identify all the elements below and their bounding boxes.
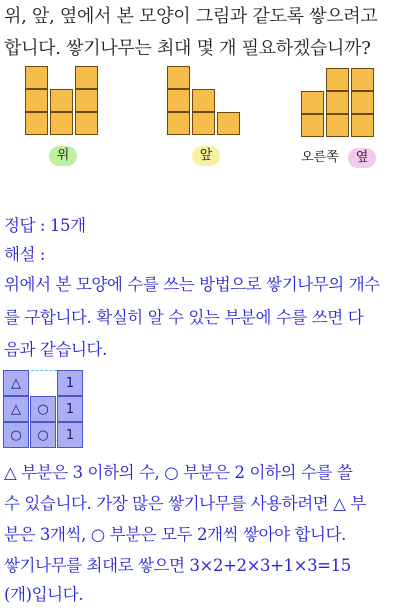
explanation-p1-line-2: 를 구합니다. 확실히 알 수 있는 부분에 수를 쓰면 다 [4, 308, 364, 327]
grid-cell: △ [3, 370, 29, 396]
question-line-2: 합니다. 쌓기나무는 최대 몇 개 필요하겠습니까? [4, 38, 371, 59]
side-view-figure [301, 68, 376, 142]
question-line-1: 위, 앞, 옆에서 본 모양이 그림과 같도록 쌓으려고 [4, 6, 378, 27]
explanation-p1-line-1: 위에서 본 모양에 수를 쓰는 방법으로 쌓기나무의 개수 [4, 275, 380, 294]
grid-cell: 1 [57, 370, 83, 396]
front-view-label: 앞 [192, 146, 220, 166]
explanation-p2-line-4: 쌓기나무를 최대로 쌓으면 3×2+2×3+1×3=15 [4, 556, 351, 575]
answer-text: 정답 : 15개 [4, 216, 86, 235]
explanation-p2-line-1: △ 부분은 3 이하의 수, ○ 부분은 2 이하의 수를 쓸 [4, 463, 353, 482]
grid-cell: ○ [3, 422, 29, 448]
explanation-p2-line-2: 수 있습니다. 가장 많은 쌓기나무를 사용하려면 △ 부 [4, 494, 366, 513]
explanation-p2-line-3: 분은 3개씩, ○ 부분은 모두 2개씩 쌓아야 합니다. [4, 525, 346, 544]
front-view-figure [167, 66, 242, 140]
grid-empty-cell-edge [31, 370, 57, 372]
side-view-label: 옆 [348, 148, 376, 168]
side-view-prefix: 오른쪽 [301, 150, 339, 165]
explanation-p2-line-5: (개)입니다. [4, 585, 84, 604]
explanation-heading: 해설 : [4, 245, 46, 264]
grid-cell: ○ [30, 422, 56, 448]
grid-cell: ○ [30, 396, 56, 422]
top-view-label: 위 [49, 146, 77, 166]
grid-cell: 1 [57, 422, 83, 448]
grid-cell: 1 [57, 396, 83, 422]
grid-cell: △ [3, 396, 29, 422]
top-view-figure [25, 66, 100, 140]
top-view-number-grid [3, 370, 83, 450]
explanation-p1-line-3: 음과 같습니다. [4, 340, 107, 359]
